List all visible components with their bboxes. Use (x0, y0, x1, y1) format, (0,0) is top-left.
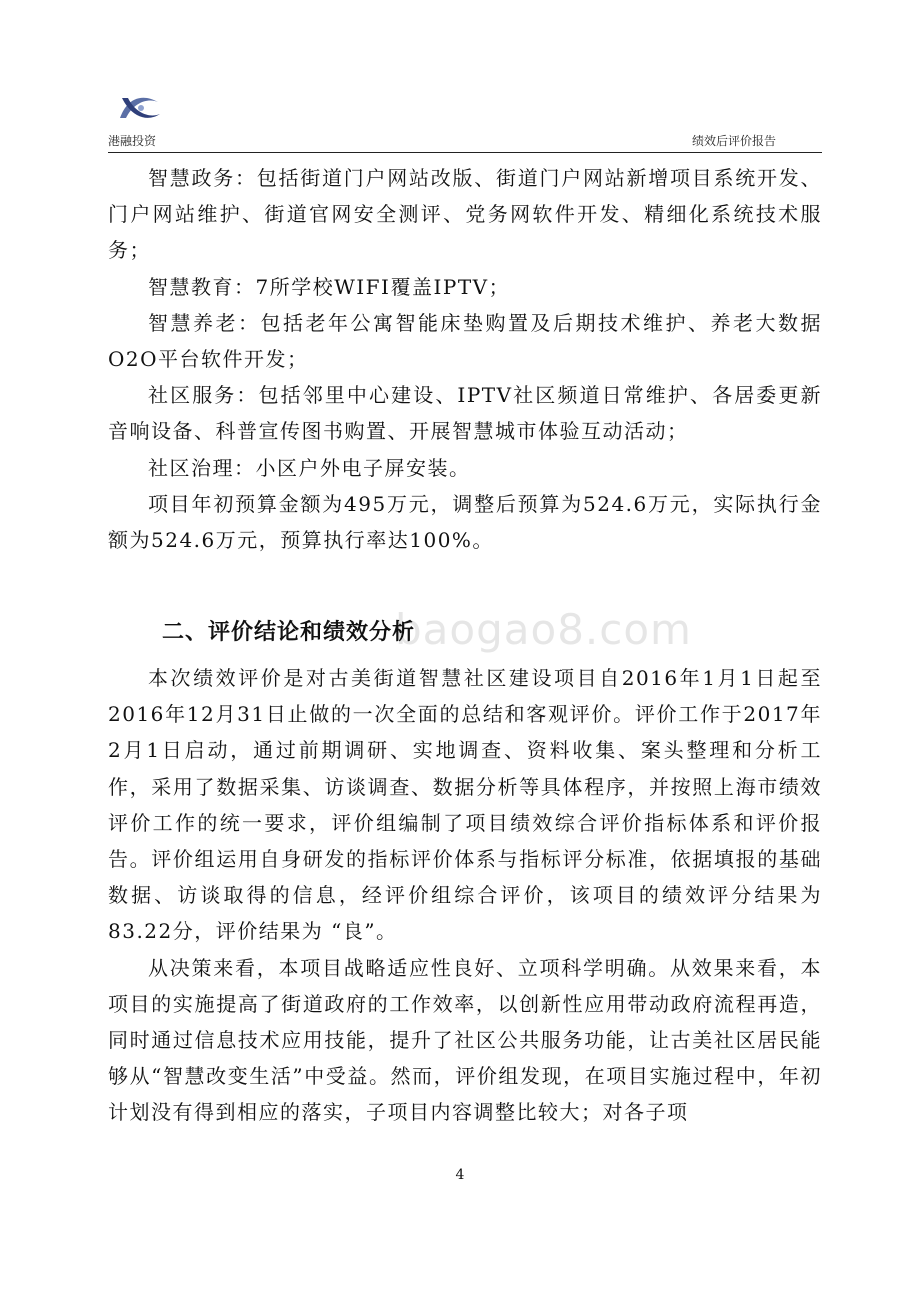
paragraph: 社区治理：小区户外电子屏安装。 (148, 455, 471, 480)
page-header (108, 86, 822, 153)
paragraph: 智慧政务：包括街道门户网站改版、街道门户网站新增项目系统开发、门户网站维护、街道官网安全测评、党务网软件开发、精细化系统技术服务； (108, 166, 822, 263)
paragraph: 智慧养老：包括老年公寓智能床垫购置及后期技术维护、养老大数据O2O平台软件开发； (108, 310, 822, 372)
section-heading: 二、评价结论和绩效分析 (162, 620, 416, 645)
paragraph: 本次绩效评价是对古美街道智慧社区建设项目自2016年1月1日起至2016年12月31日止做的一次全面的总结和客观评价。评价工作于2017年2月1日启动，通过前期调研、实地调查、资料收集、案头整理和分析工作，采用了数据采集、访谈调查、数据分析等具体程序，并按照上海市绩效评价工作的统一要求，评价组编制了项目绩效综合评价指标体系和评价报告。评价组运用自身研发的指标评价体系与指标评分标准，依据填报的基础数据、访谈取得的信息，经评价组综合评价，该项目的绩效评分结果为83.22分，评价结果为 “良”。 (108, 666, 822, 944)
body-text-top (108, 160, 822, 558)
paragraph: 智慧教育：7所学校WIFI覆盖IPTV； (148, 274, 511, 299)
paragraph: 项目年初预算金额为495万元，调整后预算为524.6万元，实际执行金额为524.6万元，预算执行率达100%。 (108, 491, 822, 553)
company-logo-icon (114, 88, 166, 128)
watermark: baogao8.com (395, 605, 692, 654)
paragraph: 从决策来看，本项目战略适应性良好、立项科学明确。从效果来看，本项目的实施提高了街道政府的工作效率，以创新性应用带动政府流程再造，同时通过信息技术应用技能，提升了社区公共服务功能，让古美社区居民能够从“智慧改变生活”中受益。然而，评价组发现，在项目实施过程中，年初计划没有得到相应的落实，子项目内容调整比较大；对各子项 (108, 955, 822, 1125)
company-name: 港融投资 (108, 134, 157, 148)
paragraph: 社区服务：包括邻里中心建设、IPTV社区频道日常维护、各居委更新音响设备、科普宣传图书购置、开展智慧城市体验互动活动； (108, 383, 822, 444)
page-number: 4 (455, 1167, 465, 1183)
body-text-bottom (108, 660, 822, 1131)
report-title: 绩效后评价报告 (691, 134, 776, 148)
